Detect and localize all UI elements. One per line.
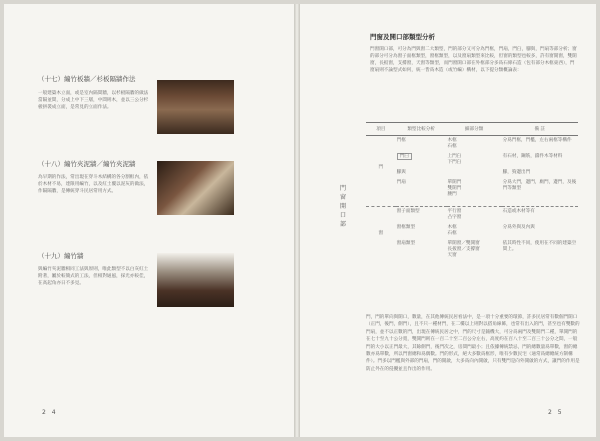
th-item: 項目 [366,123,396,136]
row-note: 石造或木材等有 [502,209,535,214]
section-text-18: 為早期的作法，常出現在穿斗木結構的各分割框內，依於木材不易，達限用編竹，以及紅土覆以泥灰的做法，作隔隔牆，是傳統穿斗民居常用方式。 [38,175,149,194]
row-note: 分爲外與及內與 [502,225,535,230]
door-window-table [366,122,578,261]
table-row [366,223,578,239]
category-door: 門 [378,165,384,170]
side-label: 門窗開口部 [340,185,347,228]
row-note: 有石材，鋼筋，鑄件木等材料 [502,154,563,159]
row-detail: 木框 石框 [447,138,457,149]
row-type: 窗子面類型 [396,209,420,214]
photo-bamboo-wall [157,253,234,307]
page-title: 門窗及開口部類型分析 [370,33,435,41]
row-note: 分爲門框，門檻，左右兩框等構件 [502,138,572,143]
row-note: 腳，狗邊出門 [502,170,531,175]
row-note: 分爲大門，邊門，廁門，邊門，及後門等類型 [502,180,577,191]
row-type: 窗框類型 [396,225,416,230]
row-detail: 木框 石框 [447,225,457,236]
th-type: 類型比較分析 [396,123,447,136]
page-number-left: 2 4 [42,409,58,416]
row-detail: 上門臼 下門臼 [447,154,462,165]
row-detail [447,168,502,178]
right-page [300,4,596,437]
row-type: 窗扇類型 [396,241,416,246]
table-row [366,136,578,153]
row-type: 門框 [396,138,406,143]
left-page [4,4,294,437]
photo-wood-panel-wall [157,80,234,134]
row-detail: 平行窗 凸字窗 [447,209,462,220]
page-number-right: 2 5 [548,409,564,416]
section-title-18: （十八）編竹夾泥牆／編竹夾泥牆 [38,160,136,168]
row-detail: 單開窗／雙開窗 長扳窗／支撐窗 天窗 [447,241,480,258]
section-text-19: 與編竹夾泥牆相同工法與原則，唯此類型不以白灰紅土附著，屬於較簡式的工法，但相對通風，採光亦較佳，在高起角亦日不多見。 [38,267,149,286]
intro-text: 門窗開口部，可分為門與窗二大類型，門的部分又可分為門框，門扇，門臼，腳與，門扇等部分析；窗的部分可分為窗子面框類型，窗框類型，以及窗扇類型來比較，但窗的類型也較多，許有窗開窗，雙開窗，長扳窗，支撐窗，天窗等類型，而門窗開口部在外框部分多爲石條石造（包有部分木框東西），門窗扇則不論型式如何，統一皆爲木造（或竹編）構材，以下提分類概論表： [370,47,577,73]
table-row [366,168,578,178]
th-detail: 細部分類 [447,123,502,136]
bottom-text: 門，門的單向與開口，數量，在其他傳統民居看法中，是一項十分重要的環節，許多民居常有數個門開口（正門，後門，側門），且不只一種材門，在二樓以上則對以搭角線飾，也常有出入的門，甚至也有雙數的門扇，並不以正數的門，出現在傳統民居之中，門的尺寸是隨機大，可分爲兩門及雙開門二種，單開門的在七十至九十公分寬，雙開門則在一百二十至二百公分左右，高度約在百八十至二百三十公分之間，一般門的大小以正門最大，其餘側門，後門次之，房間門最小；且依據傳統禁忌，門的總數量爲單數，窗的總數亦爲單數，所以門窗總和爲偶數。門的形式，絕大多數爲框形，唯有少數民宅（通常爲總總統方制構件）。門多以門檻與外部的門扇，門的開啟，大多爲向內開啟，只有雙門是向外開啟的方式，讓門的作用是防止外在的侵擾並且作出的作用。 [366,315,580,372]
category-window: 窗 [378,231,384,236]
table-row [366,239,578,261]
row-type: 腳與 [396,170,406,175]
section-title-19: （十九）編竹牆 [38,252,84,260]
photo-bamboo-mud-wall [157,161,234,215]
th-note: 備 註 [502,123,578,136]
table-row [366,178,578,200]
row-type: 門扇 [396,180,406,185]
section-title-17: （十七）編竹板牆／杉板隔牆作法 [38,75,136,83]
row-note: 依其時性不同，使用在不同的建築空間上。 [502,241,577,252]
section-text-17: 一般建築木立面，或是室內隔間牆，以杉板隔牆的做法當隔並間，分成上中下三層，中間則木，並以三公分杉板拼裝成立面，是常見的立面作法。 [38,91,149,110]
row-detail: 單開門 雙開門 腰門 [447,180,462,197]
row-type: 門臼 [397,153,412,160]
table-header-row [366,123,578,136]
table-row [366,207,578,224]
table-row [366,152,578,168]
